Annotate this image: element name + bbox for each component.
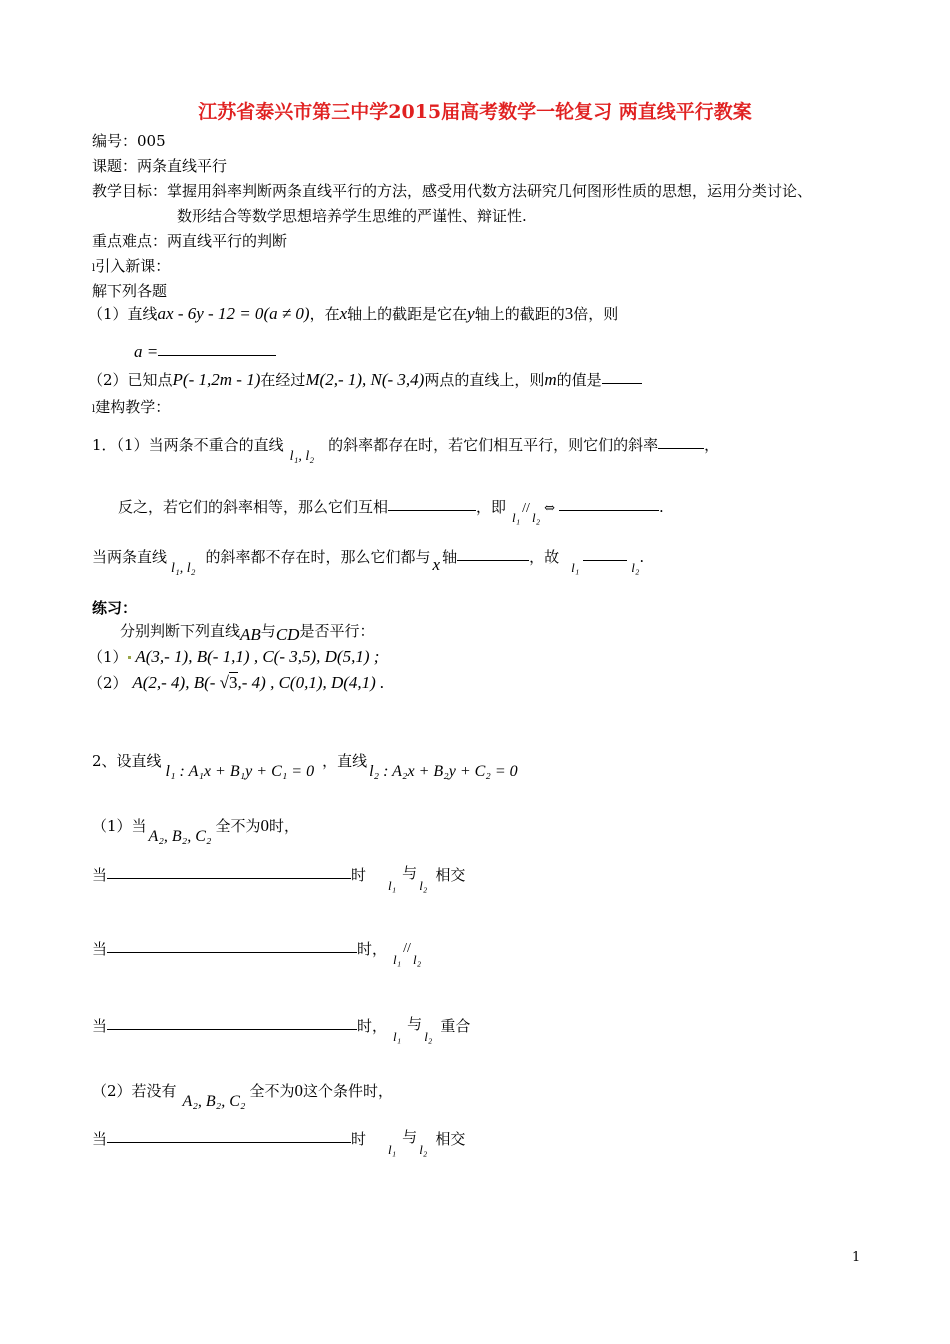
page-number: 1 xyxy=(852,1250,861,1265)
document-title: 江苏省泰兴市第三中学2015届高考数学一轮复习 两直线平行教案 xyxy=(198,101,752,123)
build-paragraph-2: 反之，若它们的斜率相等，那么它们互相 ，即l₁//l₂⇔ . xyxy=(118,498,664,525)
intro-question-1-answer: a = xyxy=(134,342,276,362)
build-paragraph-1: 1．（1）当两条不重合的直线l₁, l₂的斜率都存在时，若它们相互平行，则它们的斜率 ， xyxy=(92,436,720,464)
intro-question-2: （2）已知点P(- 1,2m - 1)在经过M(2,- 1), N(- 3,4)两点的直线上，则m的值是 xyxy=(88,370,642,390)
section2-intro: 2、设直线l₁ : A₁x + B₁y + C₁ = 0，直线l₂ : A₂x + B₂y + C₂ = 0 xyxy=(92,752,518,780)
answer-blank xyxy=(107,877,351,879)
answer-blank xyxy=(559,509,659,511)
objective-line-1 xyxy=(92,182,812,200)
case-2-heading: （2）若没有A₂, B₂, C₂全不为0这个条件时， xyxy=(92,1081,393,1110)
practice-question-1: （1） A(3,- 1), B(- 1,1) , C(- 3,5), D(5,1) ; xyxy=(88,647,380,666)
intro-question-1: （1）直线ax - 6y - 12 = 0(a ≠ 0)，在x轴上的截距是它在y轴上的截距的3倍，则 xyxy=(88,304,619,323)
answer-blank xyxy=(107,1028,357,1030)
answer-blank xyxy=(602,382,642,384)
equation: ax - 6y - 12 = 0 xyxy=(157,304,264,323)
case-1-heading: （1）当A₂, B₂, C₂全不为0时， xyxy=(92,816,299,845)
answer-blank xyxy=(107,1141,351,1143)
case-1-coincide: 当 时，l₁与l₂重合 xyxy=(92,1015,471,1044)
answer-blank xyxy=(107,951,357,953)
practice-heading: 练习： xyxy=(92,599,138,617)
sqrt-symbol: √ xyxy=(219,673,229,692)
answer-blank xyxy=(388,509,476,511)
answer-blank xyxy=(457,559,529,561)
answer-blank xyxy=(583,559,627,561)
intro-heading: l引入新课： xyxy=(92,257,171,275)
case-1-intersect: 当 时l₁与l₂相交 xyxy=(92,864,466,893)
lesson-topic: 课题：两条直线平行 xyxy=(92,157,228,175)
intro-subheading: 解下列各题 xyxy=(92,282,168,300)
build-heading: l建构教学： xyxy=(92,398,171,416)
build-paragraph-3: 当两条直线l₁, l₂的斜率都不存在时，那么它们都与 x 轴 ，故l₁ l₂. xyxy=(92,548,645,576)
objective-label: 教学目标： xyxy=(92,182,168,200)
answer-blank xyxy=(658,447,704,449)
objective-line-2: 数形结合等数学思想培养学生思维的严谨性、辩证性. xyxy=(177,207,527,225)
practice-intro: 分别判断下列直线AB与CD是否平行： xyxy=(120,622,375,644)
objective-text-1: 掌握用斜率判断两条直线平行的方法，感受用代数方法研究几何图形性质的思想，运用分类讨论、 xyxy=(167,182,813,200)
case-2-intersect: 当 时l₁与l₂相交 xyxy=(92,1128,466,1157)
lesson-number: 编号：005 xyxy=(92,132,166,150)
key-points: 重点难点：两直线平行的判断 xyxy=(92,232,288,250)
case-1-parallel: 当 时，l₁//l₂ xyxy=(92,940,422,967)
answer-blank xyxy=(158,354,276,356)
practice-question-2: （2） A(2,- 4), B(- √3,- 4) , C(0,1), D(4,1) . xyxy=(88,673,385,692)
